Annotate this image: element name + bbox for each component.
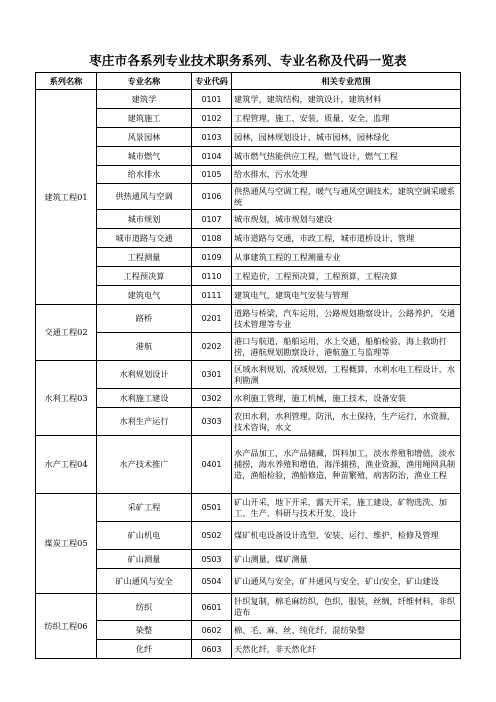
specialty-name-cell: 染整	[97, 621, 192, 640]
specialty-name-cell: 城市规划	[97, 210, 192, 229]
specialty-name-cell: 采矿工程	[97, 494, 192, 522]
specialty-code-cell: 0107	[192, 210, 232, 229]
specialty-name-cell: 水利规划设计	[97, 361, 192, 389]
specialty-name-cell: 建筑电气	[97, 286, 192, 305]
specialty-name-cell: 水利施工建设	[97, 389, 192, 408]
table-row	[36, 248, 461, 267]
table-row	[36, 333, 461, 361]
related-scope-cell: 区域水利规划，流域规划，工程概算，水利水电工程设计，水利勘测	[232, 361, 461, 389]
series-cell: 建筑工程01	[36, 90, 97, 305]
table-row	[36, 229, 461, 248]
table-row	[36, 128, 461, 147]
table-row	[36, 389, 461, 408]
table-body	[36, 90, 461, 659]
series-cell: 水产工程04	[36, 436, 97, 494]
related-scope-cell: 水产品加工，水产品储藏，饵料加工，淡水养殖和增值，淡水捕捞，海水养殖和增值，海洋捕捞，渔业资源，渔用绳网具制造，渔船检验，渔船修造，种苗繁殖，病害防治，渔业工程	[232, 436, 461, 494]
series-cell: 煤炭工程05	[36, 494, 97, 594]
specialty-code-cell: 0504	[192, 569, 232, 594]
specialty-name-cell: 纺织	[97, 594, 192, 621]
specialty-code-cell: 0102	[192, 109, 232, 128]
specialty-code-cell: 0201	[192, 305, 232, 333]
specialty-name-cell: 城市燃气	[97, 147, 192, 166]
specialty-code-cell: 0109	[192, 248, 232, 267]
table-row	[36, 184, 461, 210]
specialty-name-cell: 矿山机电	[97, 522, 192, 550]
table-row	[36, 210, 461, 229]
table-row	[36, 109, 461, 128]
table-row	[36, 640, 461, 659]
specialty-code-cell: 0401	[192, 436, 232, 494]
specialty-code-cell: 0603	[192, 640, 232, 659]
related-scope-cell: 水利施工管理，施工机械，施工技术，设备安装	[232, 389, 461, 408]
table-row	[36, 522, 461, 550]
table-row	[36, 361, 461, 389]
related-scope-cell: 城市燃气热能供应工程，燃气设计，燃气工程	[232, 147, 461, 166]
table-row	[36, 569, 461, 594]
series-cell: 纺织工程06	[36, 594, 97, 659]
related-scope-cell: 工程管理、施工、安装、质量、安全、监理	[232, 109, 461, 128]
specialty-code-cell: 0501	[192, 494, 232, 522]
table-row	[36, 90, 461, 109]
specialty-name-cell: 水产技术推广	[97, 436, 192, 494]
related-scope-cell: 建筑学，建筑结构，建筑设计，建筑材料	[232, 90, 461, 109]
header-related-scope: 相关专业范围	[232, 73, 461, 90]
specialty-code-cell: 0503	[192, 550, 232, 569]
specialty-name-cell: 矿山测量	[97, 550, 192, 569]
specialty-code-cell: 0106	[192, 184, 232, 210]
related-scope-cell: 矿山通风与安全，矿井通风与安全，矿山安全，矿山建设	[232, 569, 461, 594]
related-scope-cell: 天然化纤，非天然化纤	[232, 640, 461, 659]
series-cell: 交通工程02	[36, 305, 97, 361]
specialty-code-cell: 0303	[192, 408, 232, 436]
table-row	[36, 166, 461, 184]
related-scope-cell: 供热通风与空调工程，暖气与通风空调技术，建筑空调采暖系统	[232, 184, 461, 210]
specialty-name-cell: 工程测量	[97, 248, 192, 267]
specialty-name-cell: 矿山通风与安全	[97, 569, 192, 594]
related-scope-cell: 港口与航道，船舶运用，水上交通，船舶检验，海上救助打捞，港航规划勘察设计，港航施工与监理等	[232, 333, 461, 361]
related-scope-cell: 园林，园林规划设计，城市园林，园林绿化	[232, 128, 461, 147]
specialty-code-cell: 0105	[192, 166, 232, 184]
specialty-code-cell: 0104	[192, 147, 232, 166]
related-scope-cell: 道路与桥梁，汽车运用，公路规划勘察设计，公路养护，交通技术管理等专业	[232, 305, 461, 333]
header-specialty-name: 专业名称	[97, 73, 192, 90]
specialty-code-cell: 0101	[192, 90, 232, 109]
specialty-name-cell: 路桥	[97, 305, 192, 333]
table-row	[36, 594, 461, 621]
related-scope-cell: 从事建筑工程的工程测量专业	[232, 248, 461, 267]
header-series: 系列名称	[36, 73, 97, 90]
table-row	[36, 550, 461, 569]
specialty-code-cell: 0601	[192, 594, 232, 621]
related-scope-cell: 煤矿机电设备设计选型、安装、运行、维护、检修及管理	[232, 522, 461, 550]
specialty-name-cell: 风景园林	[97, 128, 192, 147]
related-scope-cell: 矿山开采，地下开采，露天开采，施工建设，矿物选洗、加工、生产、科研与技术开发、设计	[232, 494, 461, 522]
related-scope-cell: 城市规划，城市规划与建设	[232, 210, 461, 229]
related-scope-cell: 针织复制，棉毛麻纺织，色织，服装，丝绸，纤维材料，非织造布	[232, 594, 461, 621]
specialty-name-cell: 港航	[97, 333, 192, 361]
header-specialty-code: 专业代码	[192, 73, 232, 90]
related-scope-cell: 工程造价，工程预决算，工程预算，工程决算	[232, 267, 461, 286]
specialty-code-cell: 0110	[192, 267, 232, 286]
specialty-code-cell: 0502	[192, 522, 232, 550]
table-row	[36, 305, 461, 333]
specialty-code-cell: 0602	[192, 621, 232, 640]
header-row	[36, 73, 461, 90]
specialty-table	[35, 72, 461, 659]
specialty-name-cell: 工程预决算	[97, 267, 192, 286]
specialty-name-cell: 化纤	[97, 640, 192, 659]
table-row	[36, 147, 461, 166]
related-scope-cell: 城市道路与交通，市政工程，城市道桥设计、管理	[232, 229, 461, 248]
related-scope-cell: 给水排水，污水处理	[232, 166, 461, 184]
related-scope-cell: 农田水利，水利管理，防汛，水土保持，生产运行，水资源，技术咨询，水文	[232, 408, 461, 436]
specialty-name-cell: 供热通风与空调	[97, 184, 192, 210]
related-scope-cell: 矿山测量，煤矿测量	[232, 550, 461, 569]
table-row	[36, 267, 461, 286]
specialty-name-cell: 建筑学	[97, 90, 192, 109]
specialty-code-cell: 0103	[192, 128, 232, 147]
related-scope-cell: 建筑电气，建筑电气安装与管理	[232, 286, 461, 305]
specialty-name-cell: 给水排水	[97, 166, 192, 184]
table-row	[36, 494, 461, 522]
specialty-code-cell: 0111	[192, 286, 232, 305]
specialty-name-cell: 建筑施工	[97, 109, 192, 128]
specialty-name-cell: 城市道路与交通	[97, 229, 192, 248]
specialty-code-cell: 0202	[192, 333, 232, 361]
specialty-code-cell: 0108	[192, 229, 232, 248]
table-row	[36, 286, 461, 305]
specialty-code-cell: 0302	[192, 389, 232, 408]
series-cell: 水利工程03	[36, 361, 97, 436]
table-row	[36, 408, 461, 436]
specialty-code-cell: 0301	[192, 361, 232, 389]
related-scope-cell: 棉、毛、麻、丝、纯化纤、混纺染整	[232, 621, 461, 640]
page-title: 枣庄市各系列专业技术职务系列、专业名称及代码一览表	[89, 53, 407, 68]
table-row	[36, 621, 461, 640]
specialty-name-cell: 水利生产运行	[97, 408, 192, 436]
table-row	[36, 436, 461, 494]
